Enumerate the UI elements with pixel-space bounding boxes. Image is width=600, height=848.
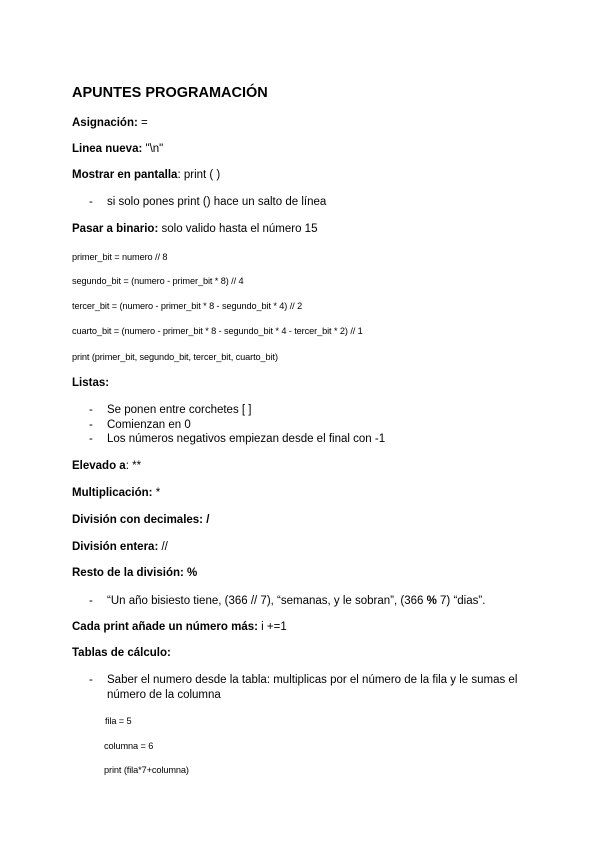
- binario-label: Pasar a binario:: [72, 223, 159, 235]
- asignacion-label: Asignación:: [72, 117, 138, 129]
- resto-example-part1: “Un año bisiesto tiene, (366 // 7), “semanas, y le sobran”, (366: [107, 595, 427, 607]
- code-line: cuarto_bit = (numero - primer_bit * 8 - segundo_bit * 4 - tercer_bit * 2) // 1: [72, 326, 363, 336]
- linea-nueva-label: Linea nueva:: [72, 143, 143, 155]
- resto-line: [72, 566, 197, 580]
- cada-print-label: Cada print añade un número más:: [72, 621, 258, 633]
- elevado-value: : **: [125, 460, 142, 472]
- division-decimales-line: [72, 513, 209, 527]
- division-entera-label: División entera:: [72, 541, 159, 553]
- mostrar-line: [72, 168, 220, 182]
- code-line: primer_bit = numero // 8: [72, 252, 168, 262]
- bullet-dash: -: [89, 419, 93, 431]
- multiplicacion-value: *: [152, 487, 161, 499]
- list-item: Se ponen entre corchetes [ ]: [107, 404, 252, 416]
- bullet-dash: -: [89, 433, 93, 445]
- resto-example-part2: 7) “dias”.: [436, 595, 486, 607]
- list-item-continuation: número de la columna: [107, 689, 221, 701]
- resto-label: Resto de la división: %: [72, 567, 198, 579]
- list-item: [107, 594, 485, 608]
- code-line: columna = 6: [104, 741, 154, 751]
- list-item: Los números negativos empiezan desde el final con -1: [107, 433, 386, 445]
- tablas-label: Tablas de cálculo:: [72, 647, 171, 659]
- code-line: fila = 5: [105, 716, 132, 726]
- bullet-dash: -: [89, 674, 93, 686]
- resto-example-percent: %: [426, 595, 437, 607]
- bullet-dash: -: [89, 595, 93, 607]
- list-item: Comienzan en 0: [107, 419, 191, 431]
- cada-print-value: i +=1: [257, 621, 287, 633]
- division-entera-line: [72, 540, 168, 554]
- bullet-dash: -: [89, 404, 93, 416]
- elevado-label: Elevado a: [72, 460, 126, 472]
- linea-nueva-line: [72, 142, 163, 156]
- elevado-line: [72, 459, 141, 473]
- list-item: si solo pones print () hace un salto de línea: [107, 196, 327, 208]
- mostrar-value: : print ( ): [177, 169, 221, 181]
- division-entera-value: //: [158, 541, 168, 553]
- bullet-dash: -: [89, 196, 93, 208]
- multiplicacion-line: [72, 486, 160, 500]
- linea-nueva-value: "\n": [142, 143, 164, 155]
- asignacion-value: =: [137, 117, 148, 129]
- binario-value: solo valido hasta el número 15: [158, 223, 318, 235]
- code-line: print (primer_bit, segundo_bit, tercer_bit, cuarto_bit): [72, 352, 278, 362]
- mostrar-label: Mostrar en pantalla: [72, 169, 178, 181]
- cada-print-line: [72, 620, 287, 634]
- code-line: print (fila*7+columna): [104, 765, 189, 775]
- asignacion-line: [72, 116, 148, 130]
- code-line: segundo_bit = (numero - primer_bit * 8) // 4: [72, 276, 244, 286]
- division-decimales-label: División con decimales: /: [72, 514, 210, 526]
- page-title: APUNTES PROGRAMACIÓN: [72, 85, 268, 101]
- listas-label: Listas:: [72, 377, 110, 389]
- binario-line: [72, 222, 317, 236]
- multiplicacion-label: Multiplicación:: [72, 487, 153, 499]
- code-line: tercer_bit = (numero - primer_bit * 8 - segundo_bit * 4) // 2: [72, 301, 303, 311]
- list-item: Saber el numero desde la tabla: multiplicas por el número de la fila y le sumas el: [107, 674, 518, 686]
